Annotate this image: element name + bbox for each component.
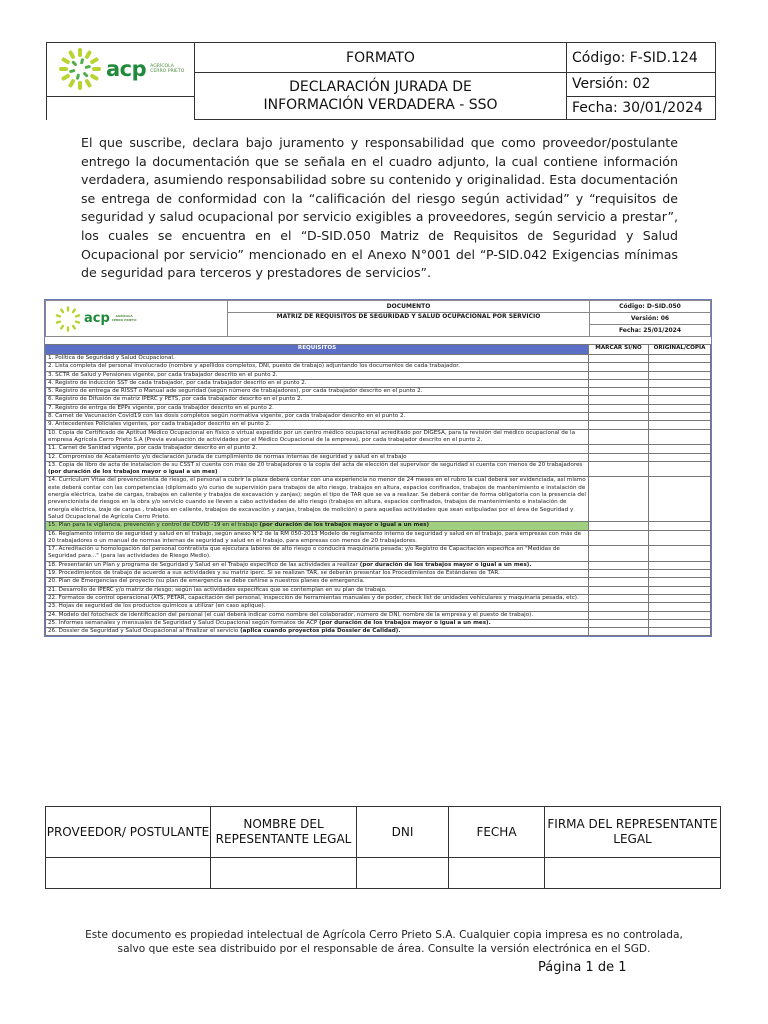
requirement-row <box>46 379 711 387</box>
requirement-label: 6. Registro de Difusión de matriz IPERC y PETS, por cada trabajador descrito en el punto 2. <box>48 396 303 403</box>
mark-yes-no-cell[interactable] <box>589 363 649 371</box>
requirement-text <box>46 388 589 396</box>
col-original-copy: ORIGINAL/COPIA <box>649 345 711 355</box>
mark-yes-no-cell[interactable] <box>589 404 649 412</box>
requirement-row <box>46 603 711 611</box>
requirement-row <box>46 530 711 546</box>
col-requirements: REQUISITOS <box>46 345 589 355</box>
col-mark: MARCAR SI/NO <box>589 345 649 355</box>
requirement-row <box>46 413 711 421</box>
requirement-row <box>46 477 711 522</box>
logo-cell-bottom <box>47 96 195 120</box>
mark-yes-no-cell[interactable] <box>589 546 649 562</box>
requirement-row <box>46 522 711 530</box>
requirement-label: 23. Hojas de seguridad de los productos químicos a utilizar (en caso aplique). <box>48 603 266 610</box>
sig-col-dni: DNI <box>357 807 449 858</box>
requirement-text <box>46 363 589 371</box>
document-header <box>46 42 716 120</box>
doc-type: FORMATO <box>195 43 567 73</box>
requirement-row <box>46 371 711 379</box>
requirement-row <box>46 619 711 627</box>
logo-subtitle <box>150 64 184 75</box>
matrix-logo-subtitle <box>112 315 137 322</box>
requirement-row <box>46 594 711 602</box>
original-copy-cell[interactable] <box>649 388 711 396</box>
requirement-row <box>46 461 711 477</box>
company-logo <box>47 46 194 92</box>
requirement-row <box>46 388 711 396</box>
sig-col-provider: PROVEEDOR/ POSTULANTE <box>46 807 211 858</box>
original-copy-cell[interactable] <box>649 561 711 569</box>
requirement-note: (por duración de los trabajos mayor o igual a un mes) <box>259 522 430 529</box>
requirement-text <box>46 429 589 445</box>
sig-field-signature[interactable] <box>545 858 721 889</box>
requirement-text <box>46 371 589 379</box>
requirement-text <box>46 530 589 546</box>
requirement-row <box>46 445 711 453</box>
original-copy-cell[interactable] <box>649 611 711 619</box>
mark-yes-no-cell[interactable] <box>589 570 649 578</box>
requirement-row <box>46 578 711 586</box>
company-logo-cell <box>47 43 195 97</box>
requirement-text <box>46 619 589 627</box>
requirement-label: 13. Copia de libro de acta de instalacion de su CSST si cuenta con más de 20 trabajadores o la copia del acta de elección del supervisor de seguridad si cuenta con menos de 20 trabajadores <box>48 461 583 468</box>
requirement-text <box>46 445 589 453</box>
requirement-text <box>46 611 589 619</box>
requirement-row <box>46 404 711 412</box>
sig-col-date: FECHA <box>449 807 545 858</box>
requirement-row <box>46 570 711 578</box>
original-copy-cell[interactable] <box>649 445 711 453</box>
doc-code: Código: F-SID.124 <box>567 43 716 73</box>
requirement-label: 18. Presentarán un Plan y programa de Seguridad y Salud en el Trabajo específico de las actividades a realizar <box>48 561 360 568</box>
sig-field-provider[interactable] <box>46 858 211 889</box>
matrix-logo-cell <box>46 301 228 337</box>
footer-line-2: salvo que este sea distribuido por el responsable de área. Consulte la versión electrónica en el SGD. <box>117 943 651 955</box>
requirement-text <box>46 477 589 522</box>
doc-title: DECLARACIÓN JURADA DE INFORMACIÓN VERDADERA - SSO <box>195 73 567 120</box>
mark-yes-no-cell[interactable] <box>589 611 649 619</box>
mark-yes-no-cell[interactable] <box>589 388 649 396</box>
requirement-text <box>46 546 589 562</box>
logo-subtitle-line-2: CERRO PRIETO <box>150 69 185 75</box>
sig-field-dni[interactable] <box>357 858 449 889</box>
sig-col-legal-rep-name: NOMBRE DEL REPESENTANTE LEGAL <box>211 807 357 858</box>
requirement-text <box>46 603 589 611</box>
requirements-table <box>45 344 711 636</box>
mark-yes-no-cell[interactable] <box>589 413 649 421</box>
sig-field-legal-rep-name[interactable] <box>211 858 357 889</box>
requirement-label: 5. Registro de entrega de RISST o Manual ade seguridad (según número de trabajadores), por cada trabajador descrito en el punto 2. <box>48 388 423 395</box>
matrix-header <box>45 300 711 337</box>
original-copy-cell[interactable] <box>649 530 711 546</box>
mark-yes-no-cell[interactable] <box>589 477 649 522</box>
signature-table <box>45 806 721 889</box>
requirement-row <box>46 453 711 461</box>
mark-yes-no-cell[interactable] <box>589 586 649 594</box>
original-copy-cell[interactable] <box>649 603 711 611</box>
mark-yes-no-cell[interactable] <box>589 461 649 477</box>
logo-wordmark: acp <box>106 57 147 82</box>
requirement-label: 11. Carnet de Sanidad vigente, por cada trabajador descrito en el punto 2. <box>48 445 258 452</box>
original-copy-cell[interactable] <box>649 413 711 421</box>
requirement-text <box>46 461 589 477</box>
original-copy-cell[interactable] <box>649 421 711 429</box>
original-copy-cell[interactable] <box>649 363 711 371</box>
declaration-paragraph: El que suscribe, declara bajo juramento y responsabilidad que como proveedor/postulante entrego la documentación que se señala en el cuadro adjunto, la cual contiene información verdadera, asumiendo responsabilidad sobre su contenido y originalidad. Esta documentación se entrega de conformidad con la “calificación del riesgo según actividad” y “requisitos de seguridad y salud ocupacional por servicio exigibles a proveedores, según servicio a prestar”, los cuales se encuentra en el “D-SID.050 Matriz de Requisitos de Seguridad y Salud Ocupacional por servicio” mencionado en el Anexo N°001 del “P-SID.042 Exigencias mínimas de seguridad para terceros y prestadores de servicios”. <box>81 135 678 281</box>
requirement-label: 22. Formatos de control operacional (ATS, PETAR, capacitación del personal, inspección de herramientas manuales y de poder, check list de unidades vehiculares y maquinaria pesada, etc). <box>48 594 579 601</box>
requirement-label: 1. Política de Seguridad y Salud Ocupacional. <box>48 355 175 361</box>
original-copy-cell[interactable] <box>649 522 711 530</box>
original-copy-cell[interactable] <box>649 355 711 363</box>
requirement-text <box>46 522 589 530</box>
matrix-version: Versión: 06 <box>590 313 711 325</box>
mark-yes-no-cell[interactable] <box>589 371 649 379</box>
original-copy-cell[interactable] <box>649 594 711 602</box>
requirement-text <box>46 570 589 578</box>
mark-yes-no-cell[interactable] <box>589 530 649 546</box>
requirement-note: (por duración de los trabajos mayor o igual a un mes). <box>319 619 491 626</box>
sig-col-signature: FIRMA DEL REPRESENTANTE LEGAL <box>545 807 721 858</box>
requirement-label: 20. Plan de Emergencias del proyecto (su plan de emergencia se debe ceñirse a nuestros planes de emergencia. <box>48 578 365 585</box>
requirement-row <box>46 421 711 429</box>
original-copy-cell[interactable] <box>649 429 711 445</box>
requirement-label: 12. Compromiso de Acatamiento y/o declaración jurada de cumplimiento de normas internas de seguridad y salud en el trabajo <box>48 453 407 460</box>
matrix-logo-subtitle-line-2: CERRO PRIETO <box>111 317 137 322</box>
matrix-logo-subtitle-line-1: AGRÍCOLA <box>115 314 133 319</box>
original-copy-cell[interactable] <box>649 396 711 404</box>
requirements-header-row <box>46 345 711 355</box>
requirement-label: 9. Antecedentes Policiales vigentes, por cada trabajador descrito en el punto 2. <box>48 421 271 428</box>
requirement-row <box>46 586 711 594</box>
matrix-code: Código: D-SID.050 <box>590 301 711 313</box>
mark-yes-no-cell[interactable] <box>589 603 649 611</box>
mark-yes-no-cell[interactable] <box>589 619 649 627</box>
original-copy-cell[interactable] <box>649 371 711 379</box>
requirement-label: 21. Desarrollo de IPERC y/o matriz de riesgo; según las actividades específicas que se contemplan en su plan de trabajo. <box>48 586 387 593</box>
original-copy-cell[interactable] <box>649 546 711 562</box>
requirement-label: 16. Reglamento interno de seguridad y salud en el trabajo, según anexo N°2 de la RM 050-2013 Modelo de reglamento interno de seguridad y salud en el trabajo, para empresas con más de 20 trabajadores o un manual de normas internas de seguridad y salud en el trabajo, para empresas con menos de 20 trabajadores. <box>48 530 582 544</box>
matrix-logo-wordmark: acp <box>84 311 110 326</box>
matrix-date: Fecha: 25/01/2024 <box>590 325 711 337</box>
requirement-note: (aplica cuando proyectos pida Dossier de Calidad). <box>240 628 401 635</box>
mark-yes-no-cell[interactable] <box>589 445 649 453</box>
requirement-label: 8. Carnet de Vacunación Covid19 con las dosis completos según normativa vigente, por cada trabajador descrito en el punto 2. <box>48 413 406 420</box>
requirement-label: 15. Plan para la vigilancia, prevención y control de COVID -19 en el trabajo <box>48 522 260 529</box>
requirement-label: 17. Acreditación u homologación del personal contratista que ejecutara labores de alto riesgo o conducirá maquinaria pesada; y/o Registro de Capacitación específica en "Medidas de Seguridad para..." (para las actividades de Riesgo Medio). <box>48 546 560 560</box>
requirement-text <box>46 355 589 363</box>
requirement-label: 26. Dossier de Seguridad y Salud Ocupacional al finalizar el servicio <box>48 628 241 635</box>
original-copy-cell[interactable] <box>649 477 711 522</box>
requirement-text <box>46 453 589 461</box>
mark-yes-no-cell[interactable] <box>589 453 649 461</box>
requirement-row <box>46 561 711 569</box>
sun-logo-icon <box>57 46 103 92</box>
original-copy-cell[interactable] <box>649 461 711 477</box>
logo-subtitle-line-1: AGRÍCOLA <box>150 63 174 69</box>
requirement-row <box>46 429 711 445</box>
original-copy-cell[interactable] <box>649 628 711 636</box>
requirement-row <box>46 546 711 562</box>
original-copy-cell[interactable] <box>649 453 711 461</box>
requirement-label: 7. Registro de entrga de EPPs vigente, por cada trabajdor descrito en el punto 2. <box>48 404 274 411</box>
mark-yes-no-cell[interactable] <box>589 396 649 404</box>
requirements-matrix <box>44 299 712 637</box>
requirement-text <box>46 404 589 412</box>
requirement-row <box>46 628 711 636</box>
matrix-doc-label: DOCUMENTO <box>228 301 590 313</box>
mark-yes-no-cell[interactable] <box>589 628 649 636</box>
sun-logo-icon <box>54 305 82 333</box>
requirement-text <box>46 578 589 586</box>
requirement-row <box>46 611 711 619</box>
original-copy-cell[interactable] <box>649 586 711 594</box>
requirement-label: 3. SCTR de Salud y Pensiones vigente, por cada trabajador descrito en el punto 2. <box>48 371 278 378</box>
requirement-row <box>46 396 711 404</box>
mark-yes-no-cell[interactable] <box>589 522 649 530</box>
requirement-label: 24. Modelo del fotocheck de identificación del personal (el cual deberá indicar como nombre del colaborador, número de DNI, nombre de la empresa y el puesto de trabajo). <box>48 611 534 618</box>
footer-disclaimer <box>40 928 728 956</box>
original-copy-cell[interactable] <box>649 619 711 627</box>
original-copy-cell[interactable] <box>649 578 711 586</box>
mark-yes-no-cell[interactable] <box>589 561 649 569</box>
requirement-text <box>46 594 589 602</box>
requirement-note: (por duración de los trabajos mayor o igual a un mes). <box>359 561 532 568</box>
requirement-row <box>46 355 711 363</box>
page-number: Página 1 de 1 <box>538 960 627 975</box>
mark-yes-no-cell[interactable] <box>589 578 649 586</box>
doc-version: Versión: 02 <box>567 73 716 97</box>
requirement-text <box>46 396 589 404</box>
requirement-text <box>46 586 589 594</box>
requirement-text <box>46 628 589 636</box>
requirement-note: (por duración de los trabajos mayor o igual a un mes) <box>48 469 218 476</box>
requirement-label: 2. Lista completa del personal involucrado (nombre y apellidos completos, DNI, puesto de trabajo) adjuntando los documentos de cada trabajador. <box>48 363 460 370</box>
original-copy-cell[interactable] <box>649 379 711 387</box>
mark-yes-no-cell[interactable] <box>589 379 649 387</box>
requirement-label: 4. Registro de inducción SST de cada trabajador, por cada trabajador descrito en el punto 2. <box>48 379 307 386</box>
original-copy-cell[interactable] <box>649 570 711 578</box>
requirement-label: 14. Currículum Vitae del prevencionista de riesgo, el personal a cubrir la plaza deberá contar con una experiencia no menor de 24 meses en el rubro la cual deberá ser evidenciada, así mismo este deberá contar con las competencias (diplomado y/o curso de supervisión para trabajos de alto riesgo, trabajos en altura, espacios confinados, trabajos de mantenimiento e instalación de energía eléctrica, izahe de cargas, trabajos en caliente y trabajos de excavación y zanjas); según el tipo de TAR que se va a realizar. Se deberá contar de forma obligatoria con la presencia del prevencionista de riesgos en la obra y/o servicio cuando se lleven a cabo actividades de alto riesgo (trabajos en altura, espacios confinados, trabajos de mantenimiento e instalación de energía eléctrica, izaje de cargas , trabajos en caliente, trabajos de excavación y zanjas, trabajos de molición) o para aquellas actividades que sean estipuladas por el área de Seguridad y Salud Ocupacional de Agrícola Cerro Prieto. <box>48 477 586 520</box>
sig-field-date[interactable] <box>449 858 545 889</box>
requirement-text <box>46 413 589 421</box>
requirement-text <box>46 421 589 429</box>
matrix-title: MATRIZ DE REQUISITOS DE SEGURIDAD Y SALUD OCUPACIONAL POR SERVICIO <box>228 313 590 337</box>
original-copy-cell[interactable] <box>649 404 711 412</box>
requirement-text <box>46 561 589 569</box>
requirement-row <box>46 363 711 371</box>
requirement-label: 19. Procedimientos de trabajo de acuerdo a sus actividades y su matriz iperc. Si se realizan TAR, se deberán presentar los Procedimientos de Estándares de TAR. <box>48 570 500 577</box>
mark-yes-no-cell[interactable] <box>589 421 649 429</box>
mark-yes-no-cell[interactable] <box>589 429 649 445</box>
requirement-label: 25. Informes semanales y mensuales de Seguridad y Salud Ocupacional según formatos de ACP <box>48 619 320 626</box>
footer-line-1: Este documento es propiedad intelectual de Agrícola Cerro Prieto S.A. Cualquier copia impresa es no controlada, <box>85 929 683 941</box>
mark-yes-no-cell[interactable] <box>589 594 649 602</box>
matrix-logo <box>46 305 227 333</box>
requirement-text <box>46 379 589 387</box>
requirement-label: 10. Copia de Certificado de Aptitud Médico Ocupacional en físico o virtual expedido por un centro médico ocupacional acreditado por DIGESA, para la revisión del médico ocupacional de la empresa Agrícola Cerro Prieto S.A (Previa evaluación de actividades por el Médico Ocupacional de la empresa), por cada trabajador descrito en el punto 2. <box>48 429 576 443</box>
doc-date: Fecha: 30/01/2024 <box>567 96 716 120</box>
mark-yes-no-cell[interactable] <box>589 355 649 363</box>
